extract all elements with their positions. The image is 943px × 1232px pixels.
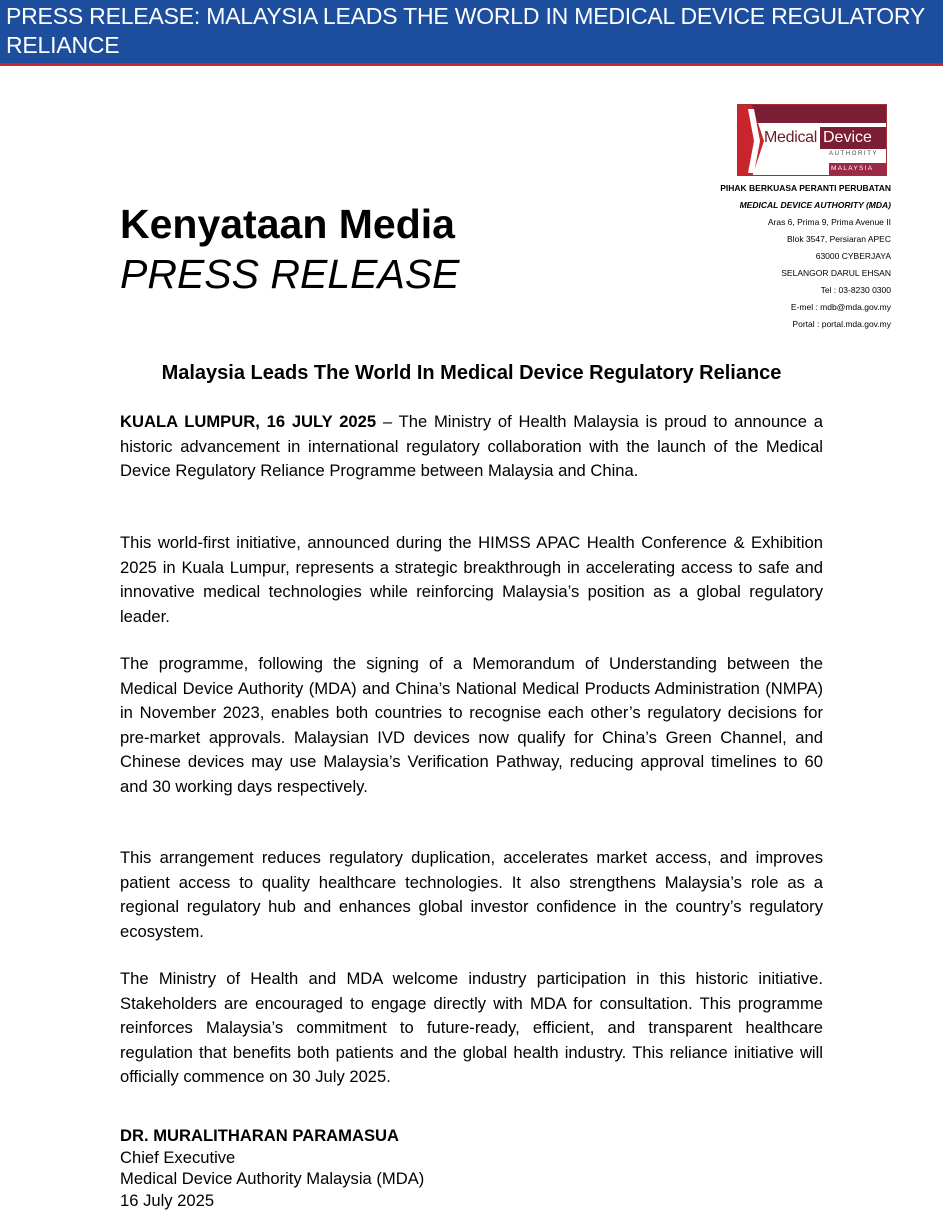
banner-title: PRESS RELEASE: MALAYSIA LEADS THE WORLD IN MEDICAL DEVICE REGULATORY RELIANCE (6, 3, 925, 58)
heading-media-statement: Kenyataan Media (120, 201, 455, 247)
agency-telephone: Tel : 03-8230 0300 (820, 285, 891, 295)
article-paragraph-1 (120, 410, 823, 484)
address-line: 63000 CYBERJAYA (815, 251, 891, 261)
page-banner (0, 0, 943, 66)
mda-logo (737, 104, 887, 176)
logo-word-medical: Medical (764, 129, 818, 146)
dateline: KUALA LUMPUR, 16 JULY 2025 (120, 412, 377, 431)
logo-word-malaysia: MALAYSIA (829, 163, 886, 175)
article-paragraph-3: The programme, following the signing of a Memorandum of Understanding between the Medical Device Authority (MDA) and China’s National Medical Products Administration (NMPA) in November 2023, enables both countries to recognise each other’s regulatory decisions for pre-market approvals. Malaysian IVD devices now qualify for China’s Green Channel, and Chinese devices may use Malaysia’s Verification Pathway, reducing approval timelines to 60 and 30 working days respectively. (120, 654, 823, 796)
article-paragraph-5: The Ministry of Health and MDA welcome industry participation in this historic initiative. Stakeholders are encouraged to engage directly with MDA for consultation. This programme reinforces Malaysia’s commitment to future-ready, efficient, and transparent healthcare regulation that benefits both patients and the global health industry. This reliance initiative will officially commence on 30 July 2025. (120, 969, 823, 1087)
address-line: Aras 6, Prima 9, Prima Avenue II (767, 217, 891, 227)
paragraph-1-text: – The Ministry of Health Malaysia is proud to announce a historic advancement in international regulatory collaboration with the launch of the Medical Device Regulatory Reliance Programme between Malaysia and China. (120, 412, 823, 481)
signature-date: 16 July 2025 (120, 1190, 215, 1210)
article-paragraph-2: This world-first initiative, announced during the HIMSS APAC Health Conference & Exhibition 2025 in Kuala Lumpur, represents a strategic breakthrough in accelerating access to safe and innovative medical technologies while reinforcing Malaysia’s position as a global regulatory leader. (120, 533, 823, 626)
signatory-name: DR. MURALITHARAN PARAMASUA (120, 1126, 399, 1145)
signatory-role: Chief Executive (120, 1147, 236, 1167)
address-line: SELANGOR DARUL EHSAN (781, 268, 891, 278)
agency-portal: Portal : portal.mda.gov.my (792, 319, 891, 329)
article-paragraph-4: This arrangement reduces regulatory duplication, accelerates market access, and improves patient access to quality healthcare technologies. It also strengthens Malaysia’s role as a regional regulatory hub and enhances global investor confidence in the country’s regulatory ecosystem. (120, 848, 823, 941)
address-line: Blok 3547, Persiaran APEC (787, 234, 891, 244)
article-title: Malaysia Leads The World In Medical Device Regulatory Reliance (161, 362, 782, 384)
heading-press-release: PRESS RELEASE (120, 251, 460, 297)
signature-block (120, 1125, 620, 1211)
agency-name-ms: PIHAK BERKUASA PERANTI PERUBATAN (720, 183, 891, 193)
signatory-organisation: Medical Device Authority Malaysia (MDA) (120, 1169, 425, 1188)
agency-address-block (591, 180, 891, 333)
agency-email: E-mel : mdb@mda.gov.my (790, 302, 891, 312)
logo-word-device: Device (820, 127, 886, 149)
agency-name-en: MEDICAL DEVICE AUTHORITY (MDA) (739, 200, 891, 210)
logo-word-authority: AUTHORITY (829, 151, 879, 157)
